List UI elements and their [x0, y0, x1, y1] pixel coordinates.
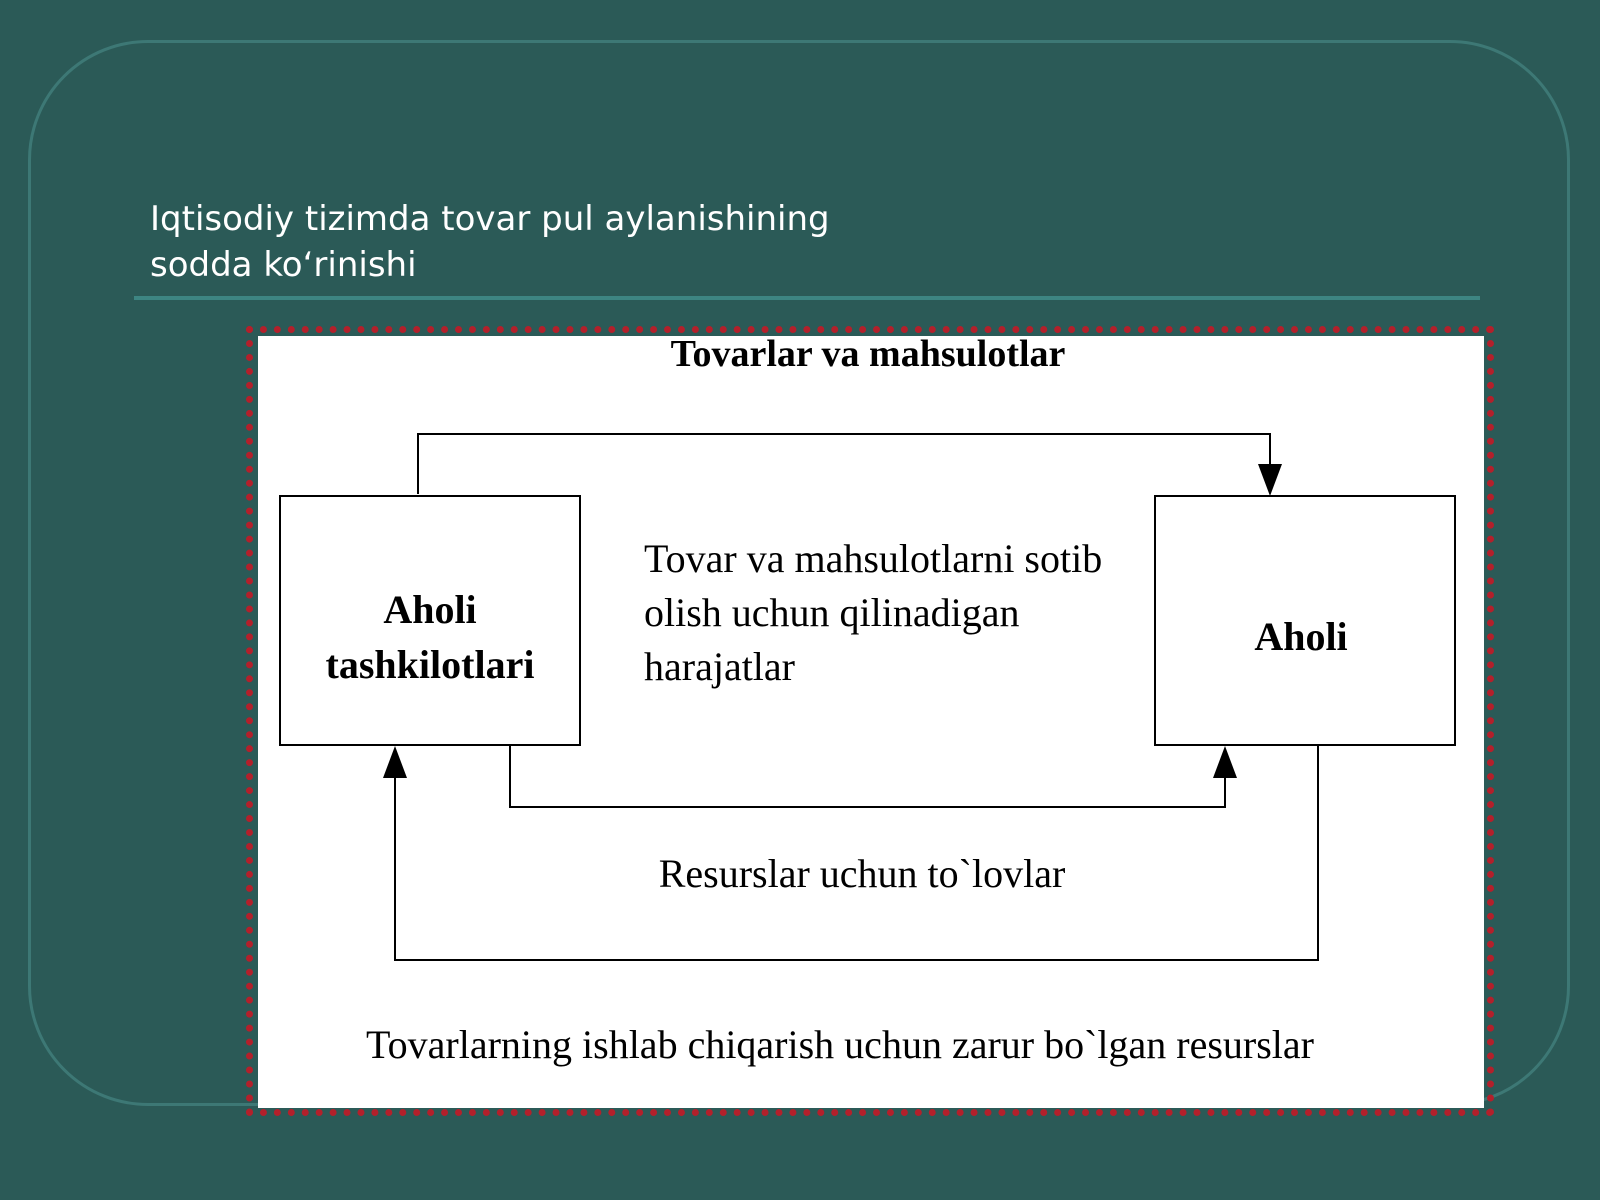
left-box-line-1: Aholi — [383, 587, 477, 632]
slide-title-line-2: sodda ko‘rinishi — [150, 245, 417, 285]
right-box-label: Aholi — [1254, 614, 1348, 659]
title-underline — [134, 296, 1480, 300]
resources-flow-arrowhead — [383, 746, 407, 778]
goods-flow-line — [418, 434, 1270, 494]
expenditure-text-line-2: olish uchun qilinadigan — [644, 590, 1020, 635]
expenditure-text-line-1: Tovar va mahsulotlarni sotib — [644, 536, 1103, 581]
resources-label: Tovarlarning ishlab chiqarish uchun zarur bo`lgan resurslar — [366, 1022, 1314, 1067]
expenditure-flow-arrowhead — [1213, 746, 1237, 778]
diagram-canvas — [258, 336, 1484, 1108]
expenditure-text-line-3: harajatlar — [644, 644, 795, 689]
slide-title — [150, 196, 1050, 288]
goods-label: Tovarlar va mahsulotlar — [670, 336, 1066, 375]
expenditure-flow-line — [510, 746, 1225, 807]
payments-label: Resurslar uchun to`lovlar — [658, 851, 1066, 896]
circular-flow-diagram — [258, 336, 1484, 1108]
goods-flow-arrowhead — [1258, 464, 1282, 496]
slide-title-line-1: Iqtisodiy tizimda tovar pul aylanishining — [150, 199, 830, 239]
left-box-line-2: tashkilotlari — [325, 642, 535, 687]
